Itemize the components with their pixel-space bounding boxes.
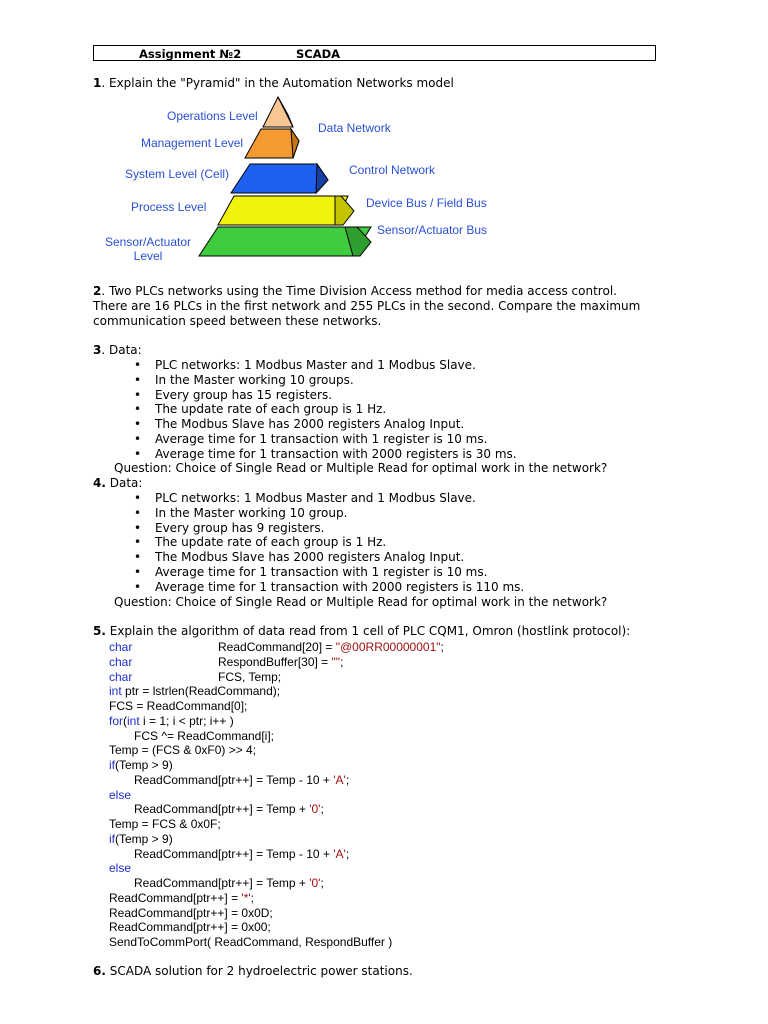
question-text: Explain the algorithm of data read from 1 cell of PLC CQM1, Omron (hostlink protocol): xyxy=(105,624,631,638)
code-line: if(Temp > 9) xyxy=(109,758,173,772)
code-line: SendToCommPort( ReadCommand, RespondBuffer ) xyxy=(109,935,393,949)
code-line: char RespondBuffer[30] = ""; xyxy=(109,654,344,669)
question-3-prompt: Question: Choice of Single Read or Multiple Read for optimal work in the network? xyxy=(114,461,608,475)
code-line: ReadCommand[ptr++] = Temp - 10 + 'A'; xyxy=(134,772,350,787)
question-1 xyxy=(93,76,454,91)
assignment-title: Assignment №2 xyxy=(139,47,242,61)
question-text: SCADA solution for 2 hydroelectric power stations. xyxy=(105,964,413,978)
list-item: • Average time for 1 transaction with 1 register is 10 ms. xyxy=(115,432,517,447)
question-number: 2 xyxy=(93,284,102,298)
question-label: Data: xyxy=(105,476,143,490)
assignment-subject: SCADA xyxy=(296,47,341,61)
label-sensor-bus: Sensor/Actuator Bus xyxy=(377,223,488,237)
list-item: • The update rate of each group is 1 Hz. xyxy=(115,402,517,417)
question-number: 6. xyxy=(93,964,106,978)
question-text: . Explain the "Pyramid" in the Automation Networks model xyxy=(101,76,454,90)
list-item: • In the Master working 10 groups. xyxy=(115,373,517,388)
question-4 xyxy=(93,476,142,491)
list-item: • Every group has 15 registers. xyxy=(115,388,517,403)
list-item: • PLC networks: 1 Modbus Master and 1 Modbus Slave. xyxy=(115,358,517,373)
question-3-data-list xyxy=(115,358,517,462)
list-item: • The Modbus Slave has 2000 registers Analog Input. xyxy=(115,417,517,432)
question-2 xyxy=(93,284,640,329)
label-system-level: System Level (Cell) xyxy=(125,167,230,181)
pyramid-sensor-level xyxy=(199,227,371,256)
question-label: . Data: xyxy=(101,343,142,357)
code-line: int ptr = lstrlen(ReadCommand); xyxy=(109,684,281,699)
code-line: char FCS, Temp; xyxy=(109,669,282,684)
automation-pyramid-diagram xyxy=(95,93,515,273)
question-text-line1: . Two PLCs networks using the Time Division Access method for media access control. xyxy=(101,284,617,298)
code-line: ReadCommand[ptr++] = '*'; xyxy=(109,890,255,905)
code-line: ReadCommand[ptr++] = Temp - 10 + 'A'; xyxy=(134,846,350,861)
code-line: else xyxy=(109,787,132,802)
label-sensor-level xyxy=(100,235,196,263)
question-text-line3: communication speed between these networks. xyxy=(93,314,382,328)
label-process-level: Process Level xyxy=(131,200,207,214)
list-item: • Every group has 9 registers. xyxy=(115,521,524,536)
label-control-network: Control Network xyxy=(349,163,436,177)
pyramid-system-level xyxy=(231,164,328,193)
list-item: • Average time for 1 transaction with 2000 registers is 110 ms. xyxy=(115,580,524,595)
question-6 xyxy=(93,964,413,979)
label-operations-level: Operations Level xyxy=(167,109,258,123)
code-line: ReadCommand[ptr++] = Temp + '0'; xyxy=(134,876,324,890)
pyramid-process-side xyxy=(335,196,354,225)
label-data-network: Data Network xyxy=(318,121,391,135)
code-line: FCS ^= ReadCommand[i]; xyxy=(134,728,275,743)
pyramid-operations-level xyxy=(263,97,293,127)
question-number: 5. xyxy=(93,624,106,638)
question-number: 4. xyxy=(93,476,106,490)
question-5 xyxy=(93,624,630,639)
code-line: Temp = FCS & 0x0F; xyxy=(109,817,221,831)
label-sensor-line1: Sensor/Actuator xyxy=(104,235,192,249)
label-management-level: Management Level xyxy=(141,136,244,150)
code-line: ReadCommand[ptr++] = 0x0D; xyxy=(109,905,273,920)
code-line: else xyxy=(109,861,132,876)
list-item: • In the Master working 10 group. xyxy=(115,506,524,521)
code-line: Temp = (FCS & 0xF0) >> 4; xyxy=(109,743,257,758)
list-item: • The Modbus Slave has 2000 registers Analog Input. xyxy=(115,550,524,565)
list-item: • PLC networks: 1 Modbus Master and 1 Modbus Slave. xyxy=(115,491,524,506)
code-line: for(int i = 1; i < ptr; i++ ) xyxy=(109,713,234,728)
code-line: char ReadCommand[20] = "@00RR00000001"; xyxy=(109,640,444,654)
label-sensor-line2: Level xyxy=(133,249,163,263)
code-block xyxy=(109,640,444,950)
question-4-data-list xyxy=(115,491,524,595)
question-3 xyxy=(93,343,142,358)
list-item: • Average time for 1 transaction with 2000 registers is 30 ms. xyxy=(115,447,517,462)
label-device-bus: Device Bus / Field Bus xyxy=(366,196,487,210)
list-item: • Average time for 1 transaction with 1 register is 10 ms. xyxy=(115,565,524,580)
pyramid-process-level xyxy=(218,196,348,225)
pyramid-system-side xyxy=(316,164,328,193)
assignment-header xyxy=(93,45,656,61)
pyramid-management-side xyxy=(291,129,299,158)
code-line: ReadCommand[ptr++] = Temp + '0'; xyxy=(134,802,324,817)
question-4-prompt: Question: Choice of Single Read or Multiple Read for optimal work in the network? xyxy=(114,595,608,609)
question-text-line2: There are 16 PLCs in the first network and 255 PLCs in the second. Compare the maximum xyxy=(93,299,641,313)
code-line: ReadCommand[ptr++] = 0x00; xyxy=(109,920,271,935)
code-line: if(Temp > 9) xyxy=(109,831,173,846)
list-item: • The update rate of each group is 1 Hz. xyxy=(115,535,524,550)
question-number: 1 xyxy=(93,76,102,90)
question-number: 3 xyxy=(93,343,102,357)
code-line: FCS = ReadCommand[0]; xyxy=(109,699,248,713)
